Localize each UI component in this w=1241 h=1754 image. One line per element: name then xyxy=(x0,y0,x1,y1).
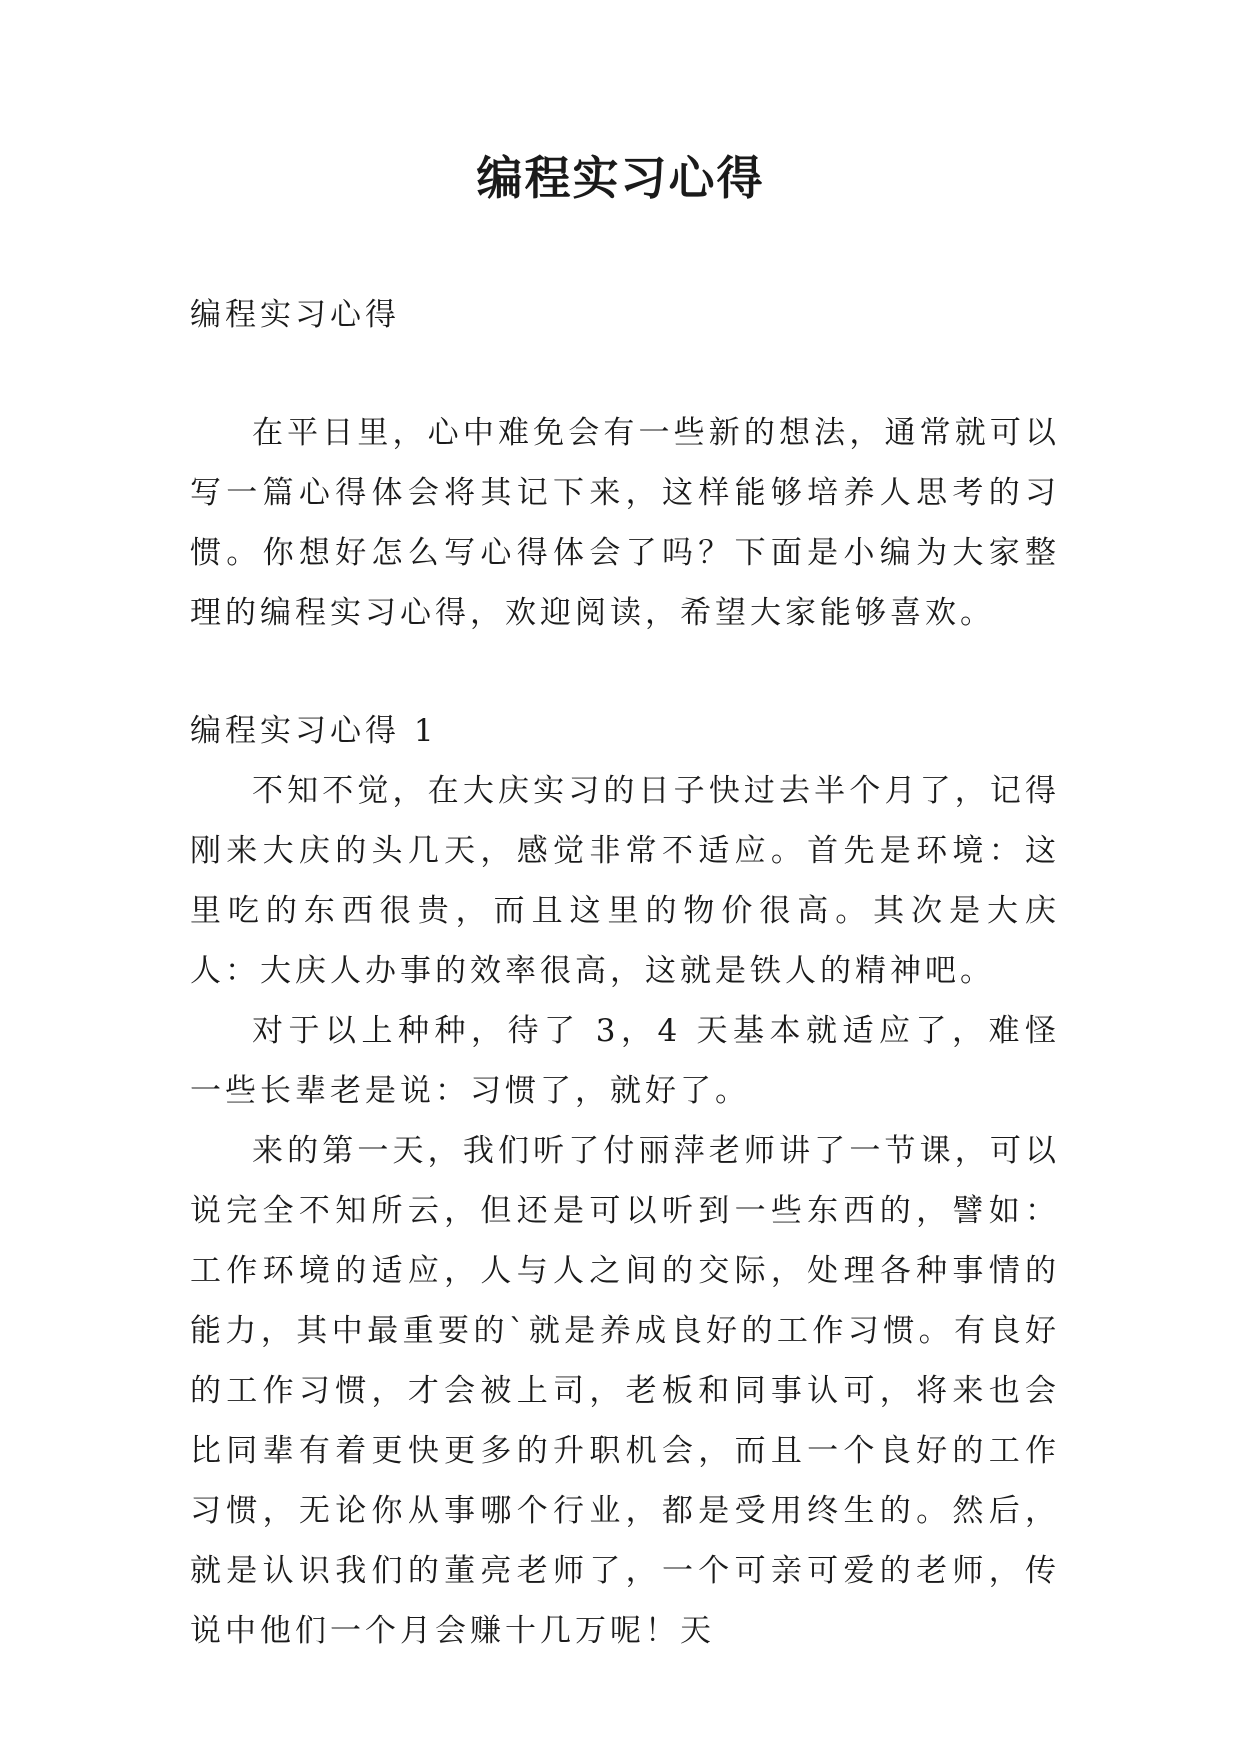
intro-paragraph: 在平日里，心中难免会有一些新的想法，通常就可以写一篇心得体会将其记下来，这样能够培养人思考的习惯。你想好怎么写心得体会了吗？下面是小编为大家整理的编程实习心得，欢迎阅读，希望大家能够喜欢。 xyxy=(190,415,1060,631)
document-title: 编程实习心得 xyxy=(476,151,765,205)
document-subtitle: 编程实习心得 xyxy=(190,297,400,333)
section-heading: 编程实习心得 1 xyxy=(190,713,438,749)
body-paragraph: 不知不觉，在大庆实习的日子快过去半个月了，记得刚来大庆的头几天，感觉非常不适应。首先是环境：这里吃的东西很贵，而且这里的物价很高。其次是大庆人：大庆人办事的效率很高，这就是铁人的精神吧。 xyxy=(190,773,1060,989)
document-body xyxy=(190,285,1060,1661)
body-paragraph: 来的第一天，我们听了付丽萍老师讲了一节课，可以说完全不知所云，但还是可以听到一些东西的，譬如：工作环境的适应，人与人之间的交际，处理各种事情的能力，其中最重要的`就是养成良好的工作习惯。有良好的工作习惯，才会被上司，老板和同事认可，将来也会比同辈有着更快更多的升职机会，而且一个良好的工作习惯，无论你从事哪个行业，都是受用终生的。然后，就是认识我们的董亮老师了，一个可亲可爱的老师，传说中他们一个月会赚十几万呢！天 xyxy=(190,1133,1060,1649)
body-paragraph: 对于以上种种，待了 3，4 天基本就适应了，难怪一些长辈老是说：习惯了，就好了。 xyxy=(190,1013,1060,1109)
